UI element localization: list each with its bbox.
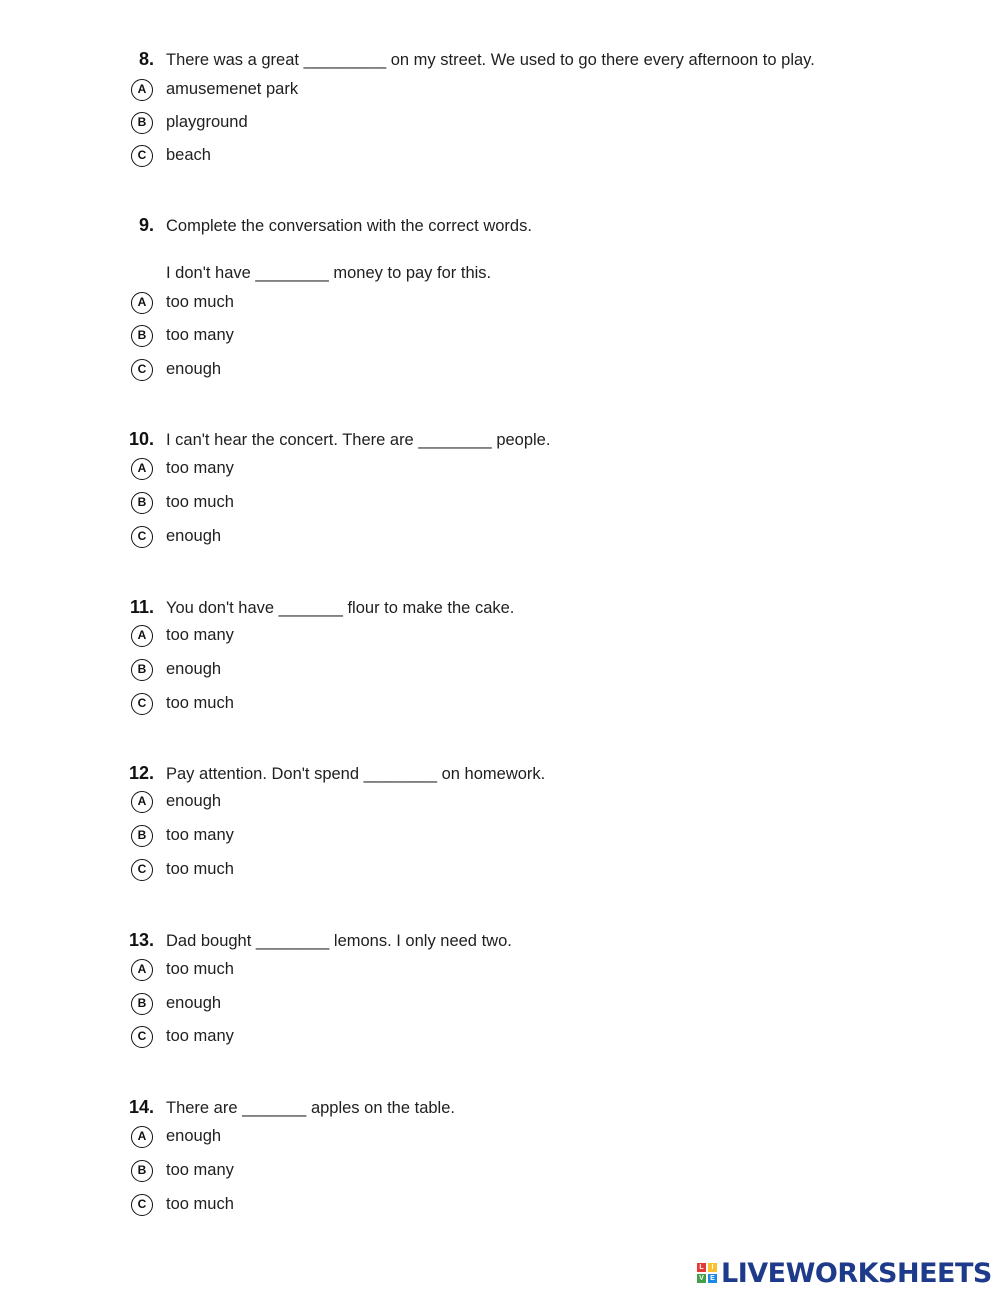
option-text: enough <box>166 360 222 378</box>
option-c-circle[interactable]: C <box>131 693 153 715</box>
question-text: I can't hear the concert. There are ________ people. <box>166 431 551 449</box>
option-c-circle[interactable]: C <box>131 359 153 381</box>
option-text: amusemenet park <box>166 80 299 98</box>
question-number: 14. <box>128 1097 154 1117</box>
option-text: beach <box>166 146 211 164</box>
question-text: Complete the conversation with the correct words. <box>166 217 532 235</box>
option-text: too much <box>166 293 234 311</box>
option-text: enough <box>166 792 222 810</box>
option-text: too many <box>166 826 234 844</box>
question-number: 8. <box>138 49 154 69</box>
option-b-circle[interactable]: B <box>131 325 153 347</box>
question-text: You don't have _______ flour to make the cake. <box>166 599 515 617</box>
logo-square-l: L <box>697 1263 706 1272</box>
option-b-circle[interactable]: B <box>131 492 153 514</box>
option-text: enough <box>166 1127 222 1145</box>
option-a-circle[interactable]: A <box>131 458 153 480</box>
logo-square-v: V <box>697 1274 706 1283</box>
option-text: too much <box>166 1195 234 1213</box>
question-number: 10. <box>128 429 154 449</box>
question-text: There are _______ apples on the table. <box>166 1099 455 1117</box>
option-b-circle[interactable]: B <box>131 993 153 1015</box>
option-c-circle[interactable]: C <box>131 859 153 881</box>
option-a-circle[interactable]: A <box>131 791 153 813</box>
option-b-circle[interactable]: B <box>131 1160 153 1182</box>
option-c-circle[interactable]: C <box>131 1194 153 1216</box>
option-text: enough <box>166 527 222 545</box>
option-a-circle[interactable]: A <box>131 959 153 981</box>
option-text: enough <box>166 660 222 678</box>
option-text: too much <box>166 960 234 978</box>
question-number: 12. <box>128 763 154 783</box>
logo-square-i: I <box>708 1263 717 1272</box>
liveworksheets-logo <box>697 1258 992 1288</box>
question-number: 13. <box>128 930 154 950</box>
question-text: Pay attention. Don't spend ________ on homework. <box>166 765 546 783</box>
option-b-circle[interactable]: B <box>131 825 153 847</box>
option-text: too much <box>166 860 234 878</box>
option-a-circle[interactable]: A <box>131 79 153 101</box>
question-text: There was a great _________ on my street. We used to go there every afternoon to play. <box>166 51 815 69</box>
option-text: playground <box>166 113 248 131</box>
option-text: too much <box>166 694 234 712</box>
option-b-circle[interactable]: B <box>131 659 153 681</box>
option-b-circle[interactable]: B <box>131 112 153 134</box>
option-c-circle[interactable]: C <box>131 1026 153 1048</box>
option-a-circle[interactable]: A <box>131 625 153 647</box>
option-a-circle[interactable]: A <box>131 1126 153 1148</box>
option-a-circle[interactable]: A <box>131 292 153 314</box>
logo-squares-icon <box>697 1263 717 1283</box>
question-sub-text: I don't have ________ money to pay for this. <box>166 264 492 282</box>
question-number: 9. <box>138 215 154 235</box>
option-text: too many <box>166 1027 234 1045</box>
brand-name: LIVEWORKSHEETS <box>721 1257 992 1289</box>
option-text: too many <box>166 326 234 344</box>
option-text: too much <box>166 493 234 511</box>
option-text: enough <box>166 994 222 1012</box>
logo-square-e: E <box>708 1274 717 1283</box>
option-c-circle[interactable]: C <box>131 526 153 548</box>
question-number: 11. <box>129 597 154 617</box>
option-text: too many <box>166 1161 234 1179</box>
option-c-circle[interactable]: C <box>131 145 153 167</box>
option-text: too many <box>166 626 234 644</box>
question-text: Dad bought ________ lemons. I only need two. <box>166 932 512 950</box>
option-text: too many <box>166 459 234 477</box>
